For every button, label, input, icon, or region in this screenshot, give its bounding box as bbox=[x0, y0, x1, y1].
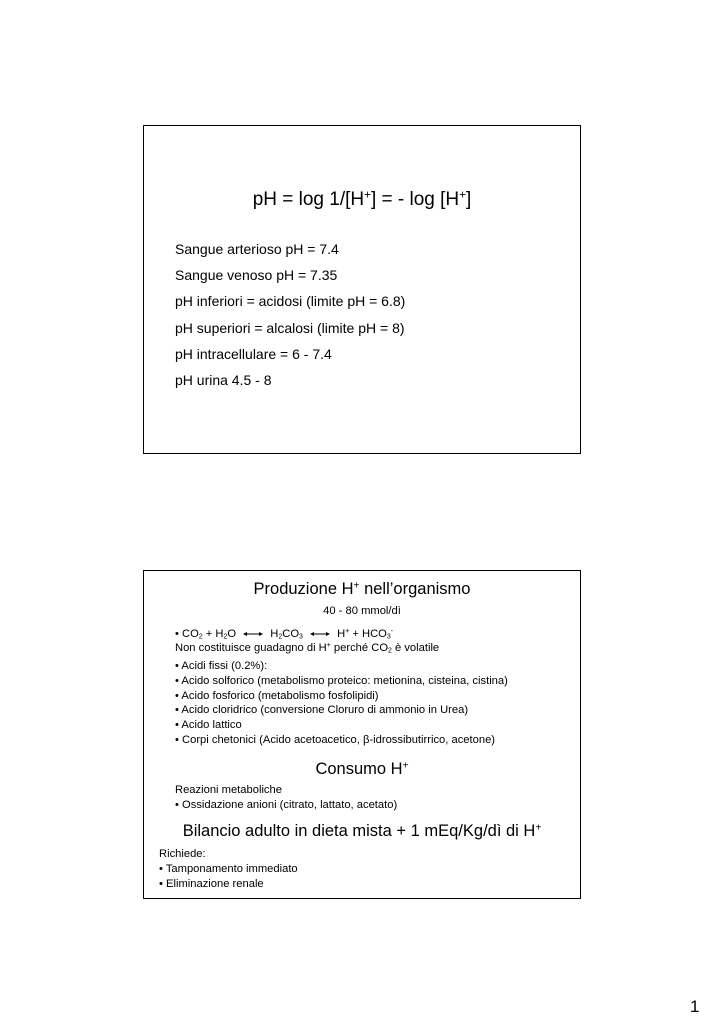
balance-list bbox=[159, 847, 298, 891]
ph-value-item: pH urina 4.5 - 8 bbox=[175, 371, 272, 388]
balance-item: • Tamponamento immediato bbox=[159, 862, 298, 875]
acid-item: • Acidi fissi (0.2%): bbox=[175, 660, 268, 672]
consumption-item: • Ossidazione anioni (citrato, lattato, acetato) bbox=[175, 798, 398, 811]
consumption-list bbox=[175, 783, 397, 813]
slide-ph-definition bbox=[143, 125, 581, 454]
acid-item: • Acido cloridrico (conversione Cloruro di ammonio in Urea) bbox=[175, 704, 469, 717]
ph-value-item: Sangue venoso pH = 7.35 bbox=[175, 267, 338, 284]
fixed-acids-list bbox=[175, 659, 508, 748]
acid-item: • Acido fosforico (metabolismo fosfolipidi) bbox=[175, 689, 379, 702]
slide-h-balance bbox=[143, 570, 581, 899]
balance-item: • Eliminazione renale bbox=[159, 877, 264, 890]
balance-item: Richiede: bbox=[159, 848, 206, 860]
consumption-item: Reazioni metaboliche bbox=[175, 784, 282, 796]
production-heading: Produzione H+ nell’organismo bbox=[253, 580, 471, 598]
balance-heading: Bilancio adulto in dieta mista + 1 mEq/Kg/dì di H+ bbox=[182, 822, 542, 840]
carbonic-equation: • $CO_2 + H_2O$ $H_2CO_3$ $H^+ + HCO_3^-$ bbox=[175, 628, 394, 641]
ph-value-item: pH superiori = alcalosi (limite pH = 8) bbox=[175, 319, 405, 336]
acid-item: • Acido lattico bbox=[175, 719, 242, 732]
acid-item: • Acido solforico (metabolismo proteico: metionina, cisteina, cistina) bbox=[175, 674, 508, 687]
consumption-heading: Consumo H+ bbox=[315, 760, 409, 778]
page-number: 1 bbox=[690, 997, 700, 1016]
volatile-note: Non costituisce guadagno di H+ perché $CO_2$ è volatile bbox=[175, 642, 440, 655]
equilibrium-arrow-icon bbox=[243, 631, 263, 637]
equilibrium-arrow-icon bbox=[310, 631, 330, 637]
ph-value-item: pH inferiori = acidosi (limite pH = 6.8) bbox=[175, 293, 406, 310]
acid-item: • Corpi chetonici (Acido acetoacetico, β-idrossibutirrico, acetone) bbox=[175, 733, 496, 746]
ph-values-list bbox=[175, 241, 405, 398]
production-subtitle: 40 - 80 mmol/dì bbox=[323, 605, 401, 617]
ph-value-item: Sangue arterioso pH = 7.4 bbox=[175, 241, 339, 257]
ph-formula-title: pH = log 1/[H+] = - log [H+] bbox=[252, 188, 472, 210]
ph-value-item: pH intracellulare = 6 - 7.4 bbox=[175, 345, 332, 362]
